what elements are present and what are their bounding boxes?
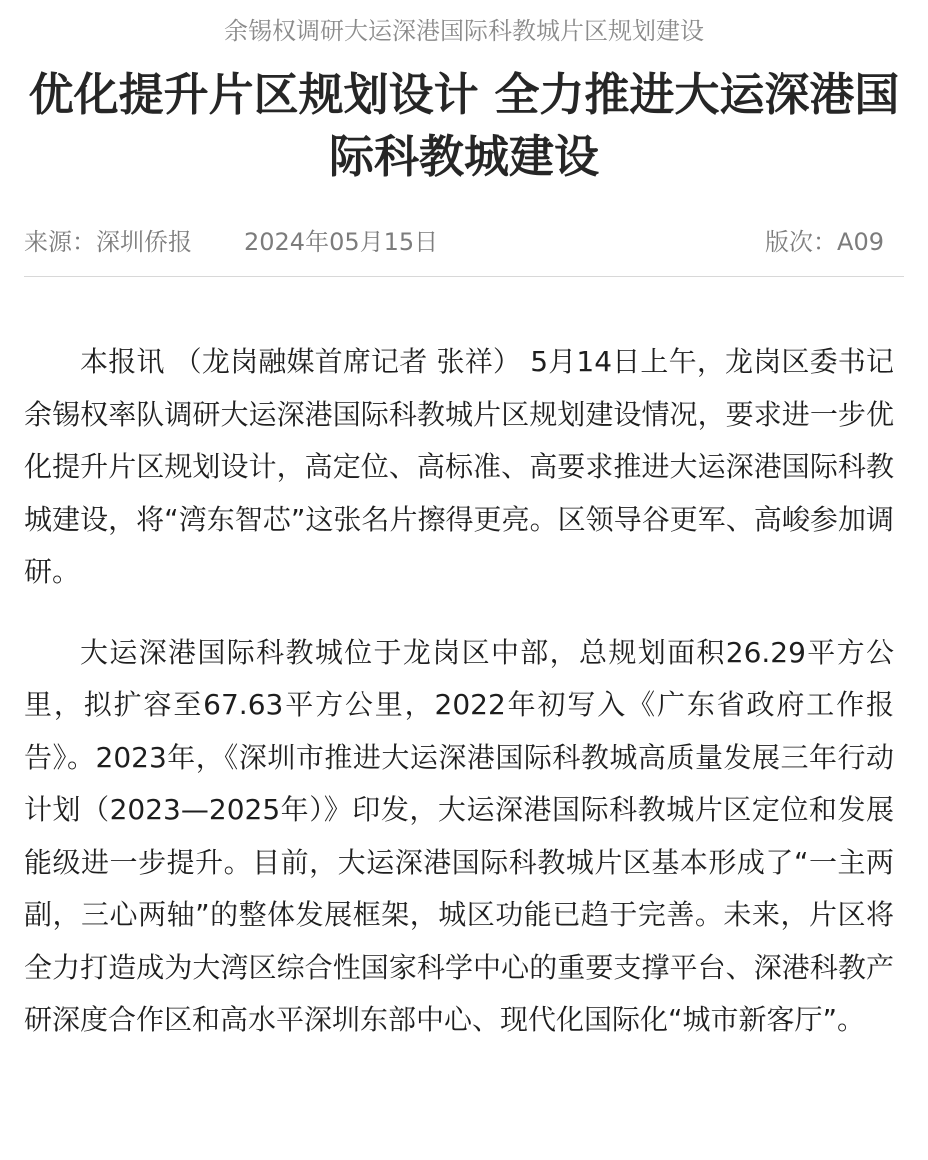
article-meta (24, 222, 884, 262)
article-date: 2024年05月15日 (244, 228, 439, 256)
article-kicker: 余锡权调研大运深港国际科教城片区规划建设 (224, 17, 704, 45)
article-body (24, 336, 894, 1075)
article-paragraph: 大运深港国际科教城位于龙岗区中部，总规划面积26.29平方公里，拟扩容至67.63平方公里，2022年初写入《广东省政府工作报告》。2023年，《深圳市推进大运深港国际科教城高质量发展三年行动计划（2023—2025年）》印发，大运深港国际科教城片区定位和发展能级进一步提升。目前，大运深港国际科教城片区基本形成了“一主两副，三心两轴”的整体发展框架，城区功能已趋于完善。未来，片区将全力打造成为大湾区综合性国家科学中心的重要支撑平台、深港科教产研深度合作区和高水平深圳东部中心、现代化国际化“城市新客厅”。 (24, 635, 894, 1036)
article-headline: 优化提升片区规划设计 全力推进大运深港国际科教城建设 (28, 68, 900, 183)
article-paragraph: 本报讯 （龙岗融媒首席记者 张祥） 5月14日上午，龙岗区委书记余锡权率队调研大运深港国际科教城片区规划建设情况，要求进一步优化提升片区规划设计，高定位、高标准、高要求推进大运深港国际科教城建设，将“湾东智芯”这张名片擦得更亮。区领导谷更军、高峻参加调研。 (24, 345, 894, 588)
article-source: 来源：深圳侨报 (24, 228, 192, 256)
meta-divider (24, 276, 904, 277)
article-edition: 版次：A09 (765, 228, 884, 256)
